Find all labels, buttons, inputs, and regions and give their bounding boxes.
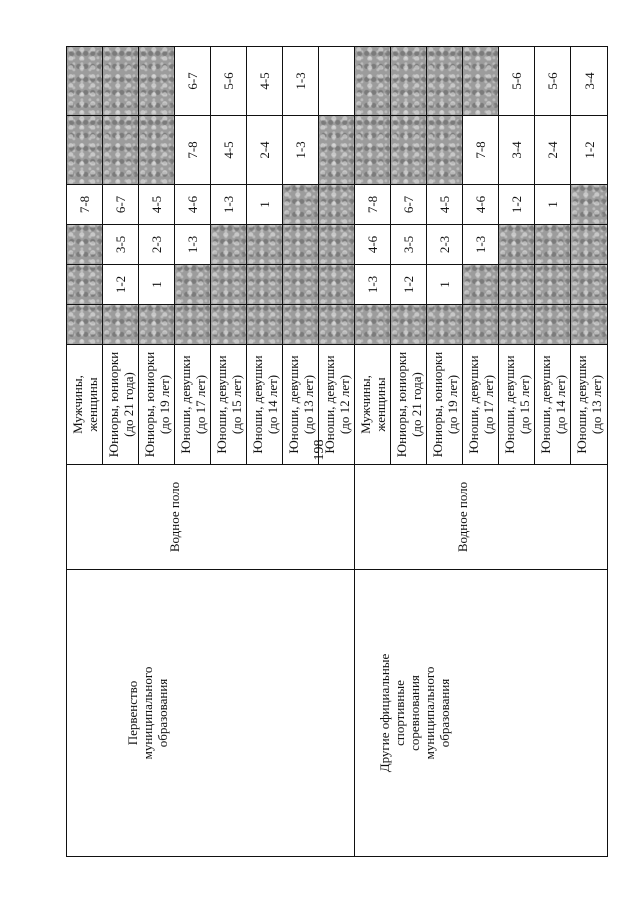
rank-places-cell <box>175 265 211 305</box>
rank-places-cell: 5-6 <box>211 47 247 116</box>
rank-places-cell <box>67 116 103 185</box>
age-category: Юноши, девушки (до 13 лет) <box>571 345 608 465</box>
rank-places-cell: 6-7 <box>103 185 139 225</box>
rank-places-cell <box>463 265 499 305</box>
age-category: Юниоры, юниорки (до 21 года) <box>391 345 427 465</box>
rank-places-cell <box>391 47 427 116</box>
rank-places-cell <box>103 47 139 116</box>
rank-places-cell <box>463 305 499 345</box>
rank-places-cell: 6-7 <box>391 185 427 225</box>
rank-places-cell: 1-2 <box>571 116 608 185</box>
rank-places-cell <box>139 305 175 345</box>
table-container <box>66 47 607 857</box>
age-category: Мужчины, женщины <box>67 345 103 465</box>
rank-places-cell: 3-4 <box>499 116 535 185</box>
age-category: Юноши, девушки (до 14 лет) <box>535 345 571 465</box>
rank-places-cell: 7-8 <box>175 116 211 185</box>
rank-places-cell: 2-4 <box>535 116 571 185</box>
rank-places-cell <box>319 225 355 265</box>
rank-places-cell <box>427 116 463 185</box>
rank-places-cell <box>319 47 355 116</box>
rank-places-cell <box>247 265 283 305</box>
rank-places-cell: 1 <box>247 185 283 225</box>
sport-name: Водное поло <box>355 465 608 570</box>
rank-places-cell: 1-2 <box>499 185 535 225</box>
rank-places-cell <box>391 305 427 345</box>
rank-places-cell: 1-3 <box>283 116 319 185</box>
rank-places-cell <box>535 265 571 305</box>
rank-places-cell <box>211 265 247 305</box>
rank-places-cell <box>463 47 499 116</box>
rank-places-cell: 1 <box>139 265 175 305</box>
rank-places-cell <box>355 116 391 185</box>
rank-places-cell <box>319 185 355 225</box>
rank-places-cell: 2-3 <box>139 225 175 265</box>
rank-places-cell: 3-5 <box>391 225 427 265</box>
rank-places-cell <box>499 225 535 265</box>
rank-places-cell: 1 <box>535 185 571 225</box>
rank-places-cell <box>103 305 139 345</box>
rank-places-cell <box>535 305 571 345</box>
rank-places-cell <box>211 305 247 345</box>
rank-places-cell <box>499 305 535 345</box>
rank-places-cell: 5-6 <box>499 47 535 116</box>
rank-places-cell <box>319 116 355 185</box>
rank-places-cell <box>139 116 175 185</box>
rank-places-cell <box>319 265 355 305</box>
sports-ranks-table <box>66 46 608 857</box>
rank-places-cell: 4-6 <box>355 225 391 265</box>
age-category: Юниоры, юниорки (до 19 лет) <box>427 345 463 465</box>
rank-places-cell <box>427 305 463 345</box>
rank-places-cell <box>67 265 103 305</box>
rank-places-cell <box>499 265 535 305</box>
rank-places-cell <box>247 305 283 345</box>
rank-places-cell: 4-6 <box>175 185 211 225</box>
rank-places-cell: 4-5 <box>139 185 175 225</box>
table-row <box>67 47 103 857</box>
rank-places-cell: 1-3 <box>175 225 211 265</box>
rank-places-cell <box>571 305 608 345</box>
rank-places-cell: 4-5 <box>211 116 247 185</box>
rank-places-cell <box>283 185 319 225</box>
rank-places-cell: 1 <box>427 265 463 305</box>
rank-places-cell: 7-8 <box>463 116 499 185</box>
rank-places-cell <box>427 47 463 116</box>
rank-places-cell <box>571 185 608 225</box>
rank-places-cell: 1-2 <box>391 265 427 305</box>
rank-places-cell <box>319 305 355 345</box>
rank-places-cell <box>247 225 283 265</box>
competition-name: Другие официальные спортивные соревнования муниципального образования <box>355 570 608 857</box>
rank-places-cell: 5-6 <box>535 47 571 116</box>
rank-places-cell: 4-5 <box>427 185 463 225</box>
age-category: Юноши, девушки (до 15 лет) <box>499 345 535 465</box>
rank-places-cell: 1-2 <box>103 265 139 305</box>
age-category: Юноши, девушки (до 17 лет) <box>463 345 499 465</box>
rank-places-cell: 1-3 <box>211 185 247 225</box>
rank-places-cell <box>175 305 211 345</box>
rank-places-cell <box>283 265 319 305</box>
rank-places-cell: 3-5 <box>103 225 139 265</box>
rank-places-cell <box>67 305 103 345</box>
age-category: Юноши, девушки (до 17 лет) <box>175 345 211 465</box>
rank-places-cell: 1-3 <box>355 265 391 305</box>
rank-places-cell <box>535 225 571 265</box>
age-category: Юноши, девушки (до 12 лет) <box>319 345 355 465</box>
rank-places-cell: 4-6 <box>463 185 499 225</box>
rank-places-cell: 7-8 <box>67 185 103 225</box>
rank-places-cell <box>571 225 608 265</box>
rank-places-cell <box>355 47 391 116</box>
rank-places-cell: 2-3 <box>427 225 463 265</box>
rank-places-cell <box>283 225 319 265</box>
rank-places-cell <box>571 265 608 305</box>
rank-places-cell: 3-4 <box>571 47 608 116</box>
rank-places-cell <box>211 225 247 265</box>
age-category: Юниоры, юниорки (до 19 лет) <box>139 345 175 465</box>
age-category: Юноши, девушки (до 14 лет) <box>247 345 283 465</box>
rank-places-cell <box>283 305 319 345</box>
rank-places-cell: 1-3 <box>283 47 319 116</box>
table-row <box>355 47 391 857</box>
rank-places-cell <box>67 47 103 116</box>
age-category: Мужчины, женщины <box>355 345 391 465</box>
rank-places-cell <box>391 116 427 185</box>
rank-places-cell <box>139 47 175 116</box>
rank-places-cell: 4-5 <box>247 47 283 116</box>
sport-name: Водное поло <box>67 465 355 570</box>
age-category: Юноши, девушки (до 15 лет) <box>211 345 247 465</box>
rank-places-cell <box>67 225 103 265</box>
rank-places-cell: 6-7 <box>175 47 211 116</box>
age-category: Юниоры, юниорки (до 21 года) <box>103 345 139 465</box>
rank-places-cell: 1-3 <box>463 225 499 265</box>
rank-places-cell: 7-8 <box>355 185 391 225</box>
rank-places-cell <box>355 305 391 345</box>
rank-places-cell: 2-4 <box>247 116 283 185</box>
rank-places-cell <box>103 116 139 185</box>
page-number: 198 <box>312 439 327 461</box>
age-category: Юноши, девушки (до 13 лет) <box>283 345 319 465</box>
competition-name: Первенство муниципального образования <box>67 570 355 857</box>
